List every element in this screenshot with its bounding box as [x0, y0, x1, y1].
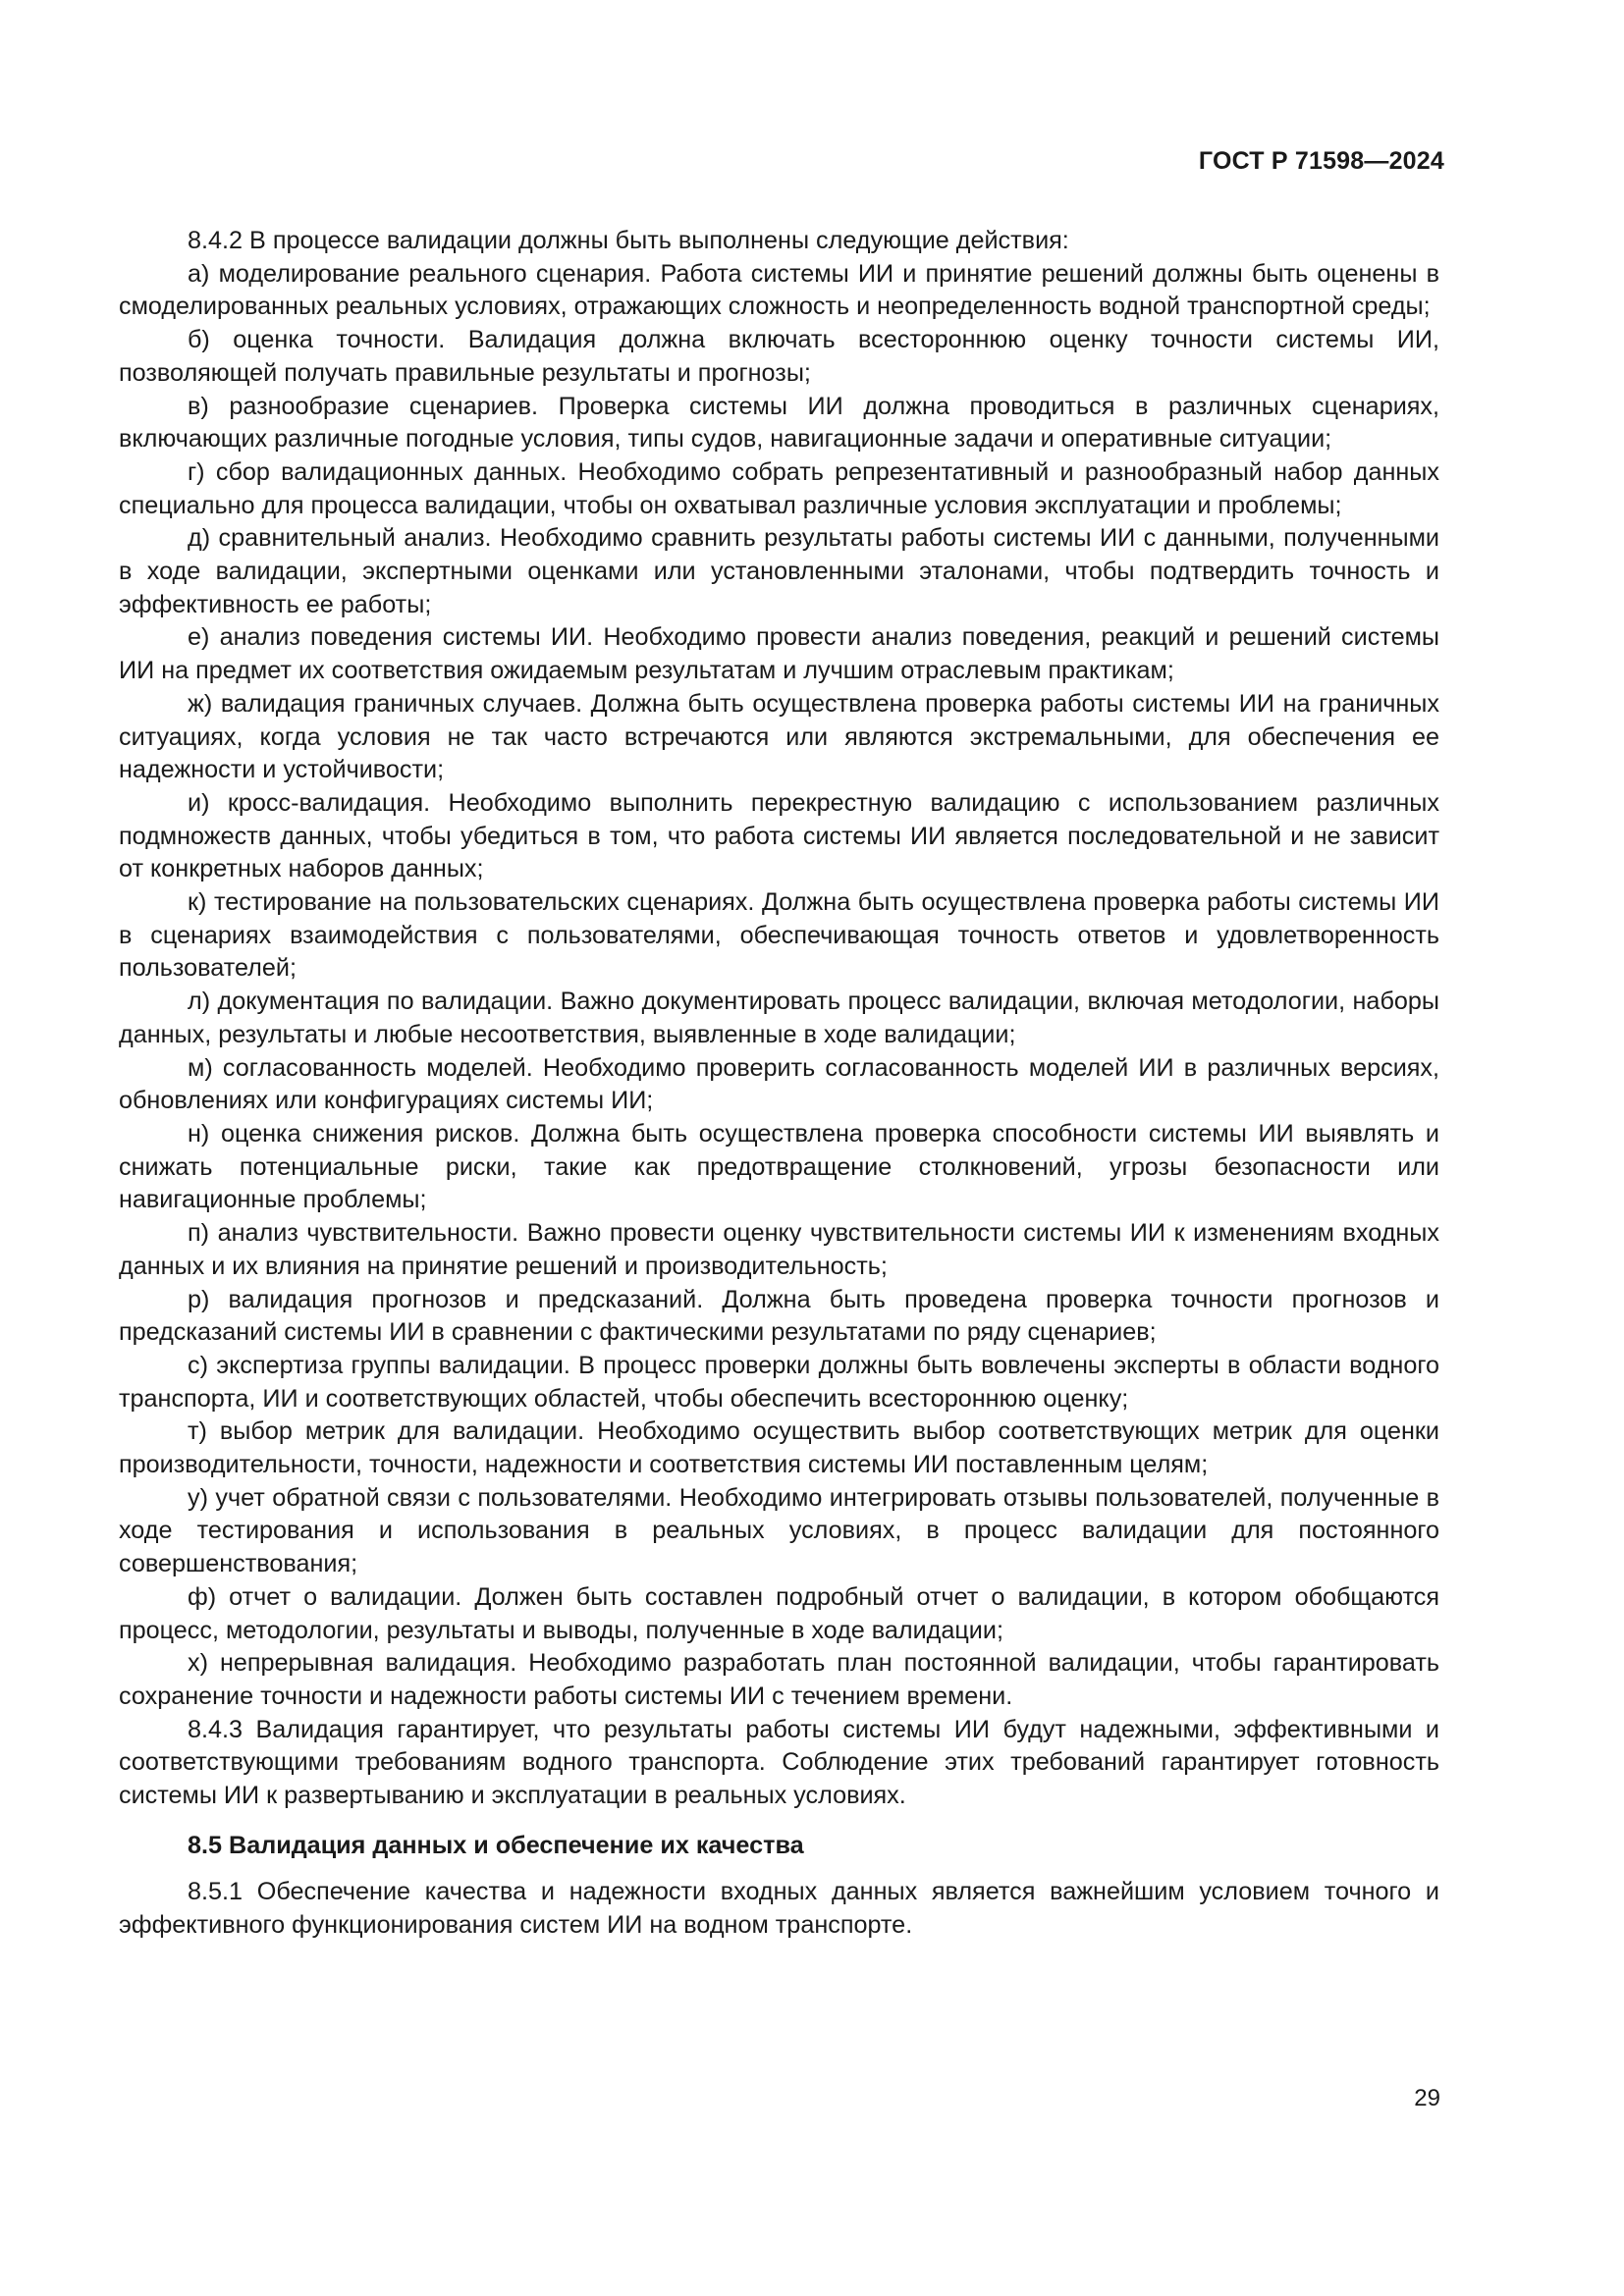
list-item-a: а) моделирование реального сценария. Работа системы ИИ и принятие решений должны быть оценены в смоделированных реальных условиях, отражающих сложность и неопределенность водной транспортной среды;	[119, 259, 1439, 321]
list-item-u: у) учет обратной связи с пользователями. Необходимо интегрировать отзывы пользователей, полученные в ходе тестирования и использования в реальных условиях, в процесс валидации для постоянного совершенствования;	[119, 1483, 1439, 1578]
list-item-kh: х) непрерывная валидация. Необходимо разработать план постоянной валидации, чтобы гарантировать сохранение точности и надежности работы системы ИИ с течением времени.	[119, 1649, 1439, 1710]
document-body	[119, 225, 1439, 1943]
paragraph-8-4-2: 8.4.2 В процессе валидации должны быть выполнены следующие действия:	[188, 227, 1069, 254]
list-item-i: и) кросс-валидация. Необходимо выполнить перекрестную валидацию с использованием различных подмножеств данных, чтобы убедиться в том, что работа системы ИИ является последовательной и не зависит от конкретных наборов данных;	[119, 788, 1439, 883]
list-item-f: ф) отчет о валидации. Должен быть составлен подробный отчет о валидации, в котором обобщаются процесс, методологии, результаты и выводы, полученные в ходе валидации;	[119, 1582, 1439, 1644]
page-number: 29	[1414, 2085, 1440, 2111]
section-title-8-5: 8.5 Валидация данных и обеспечение их качества	[188, 1831, 804, 1859]
list-item-n: н) оценка снижения рисков. Должна быть осуществлена проверка способности системы ИИ выявлять и снижать потенциальные риски, такие как предотвращение столкновений, угрозы безопасности или навигационные проблемы;	[119, 1119, 1439, 1214]
list-item-zh: ж) валидация граничных случаев. Должна быть осуществлена проверка работы системы ИИ на граничных ситуациях, когда условия не так часто встречаются или являются экстремальными, для обеспечения ее надежности и устойчивости;	[119, 689, 1439, 784]
list-item-e: е) анализ поведения системы ИИ. Необходимо провести анализ поведения, реакций и решений системы ИИ на предмет их соответствия ожидаемым результатам и лучшим отраслевым практикам;	[119, 623, 1439, 685]
list-item-t: т) выбор метрик для валидации. Необходимо осуществить выбор соответствующих метрик для оценки производительности, точности, надежности и соответствия системы ИИ поставленным целям;	[119, 1417, 1439, 1479]
list-item-b: б) оценка точности. Валидация должна включать всестороннюю оценку точности системы ИИ, позволяющей получать правильные результаты и прогнозы;	[119, 326, 1439, 387]
paragraph-8-4-3: 8.4.3 Валидация гарантирует, что результаты работы системы ИИ будут надежными, эффективными и соответствующими требованиям водного транспорта. Соблюдение этих требований гарантирует готовность системы ИИ к развертыванию и эксплуатации в реальных условиях.	[119, 1715, 1439, 1810]
list-item-v: в) разнообразие сценариев. Проверка системы ИИ должна проводиться в различных сценариях, включающих различные погодные условия, типы судов, навигационные задачи и оперативные ситуации;	[119, 392, 1439, 454]
list-item-m: м) согласованность моделей. Необходимо проверить согласованность моделей ИИ в различных версиях, обновлениях или конфигурациях системы ИИ;	[119, 1053, 1439, 1115]
list-item-r: р) валидация прогнозов и предсказаний. Должна быть проведена проверка точности прогнозов и предсказаний системы ИИ в сравнении с фактическими результатами по ряду сценариев;	[119, 1285, 1439, 1347]
list-item-p: п) анализ чувствительности. Важно провести оценку чувствительности системы ИИ к изменениям входных данных и их влияния на принятие решений и производительность;	[119, 1219, 1439, 1280]
list-item-k: к) тестирование на пользовательских сценариях. Должна быть осуществлена проверка работы системы ИИ в сценариях взаимодействия с пользователями, обеспечивающая точность ответов и удовлетворенность пользователей;	[119, 888, 1439, 983]
list-item-g: г) сбор валидационных данных. Необходимо собрать репрезентативный и разнообразный набор данных специально для процесса валидации, чтобы он охватывал различные условия эксплуатации и проблемы;	[119, 457, 1439, 519]
document-header: ГОСТ Р 71598—2024	[1198, 147, 1444, 175]
list-item-s: с) экспертиза группы валидации. В процесс проверки должны быть вовлечены эксперты в области водного транспорта, ИИ и соответствующих областей, чтобы обеспечить всестороннюю оценку;	[119, 1351, 1439, 1413]
paragraph-8-5-1: 8.5.1 Обеспечение качества и надежности входных данных является важнейшим условием точного и эффективного функционирования систем ИИ на водном транспорте.	[119, 1878, 1439, 1940]
list-item-d: д) сравнительный анализ. Необходимо сравнить результаты работы системы ИИ с данными, полученными в ходе валидации, экспертными оценками или установленными эталонами, чтобы подтвердить точность и эффективность ее работы;	[119, 524, 1439, 618]
list-item-l: л) документация по валидации. Важно документировать процесс валидации, включая методологии, наборы данных, результаты и любые несоответствия, выявленные в ходе валидации;	[119, 988, 1439, 1048]
